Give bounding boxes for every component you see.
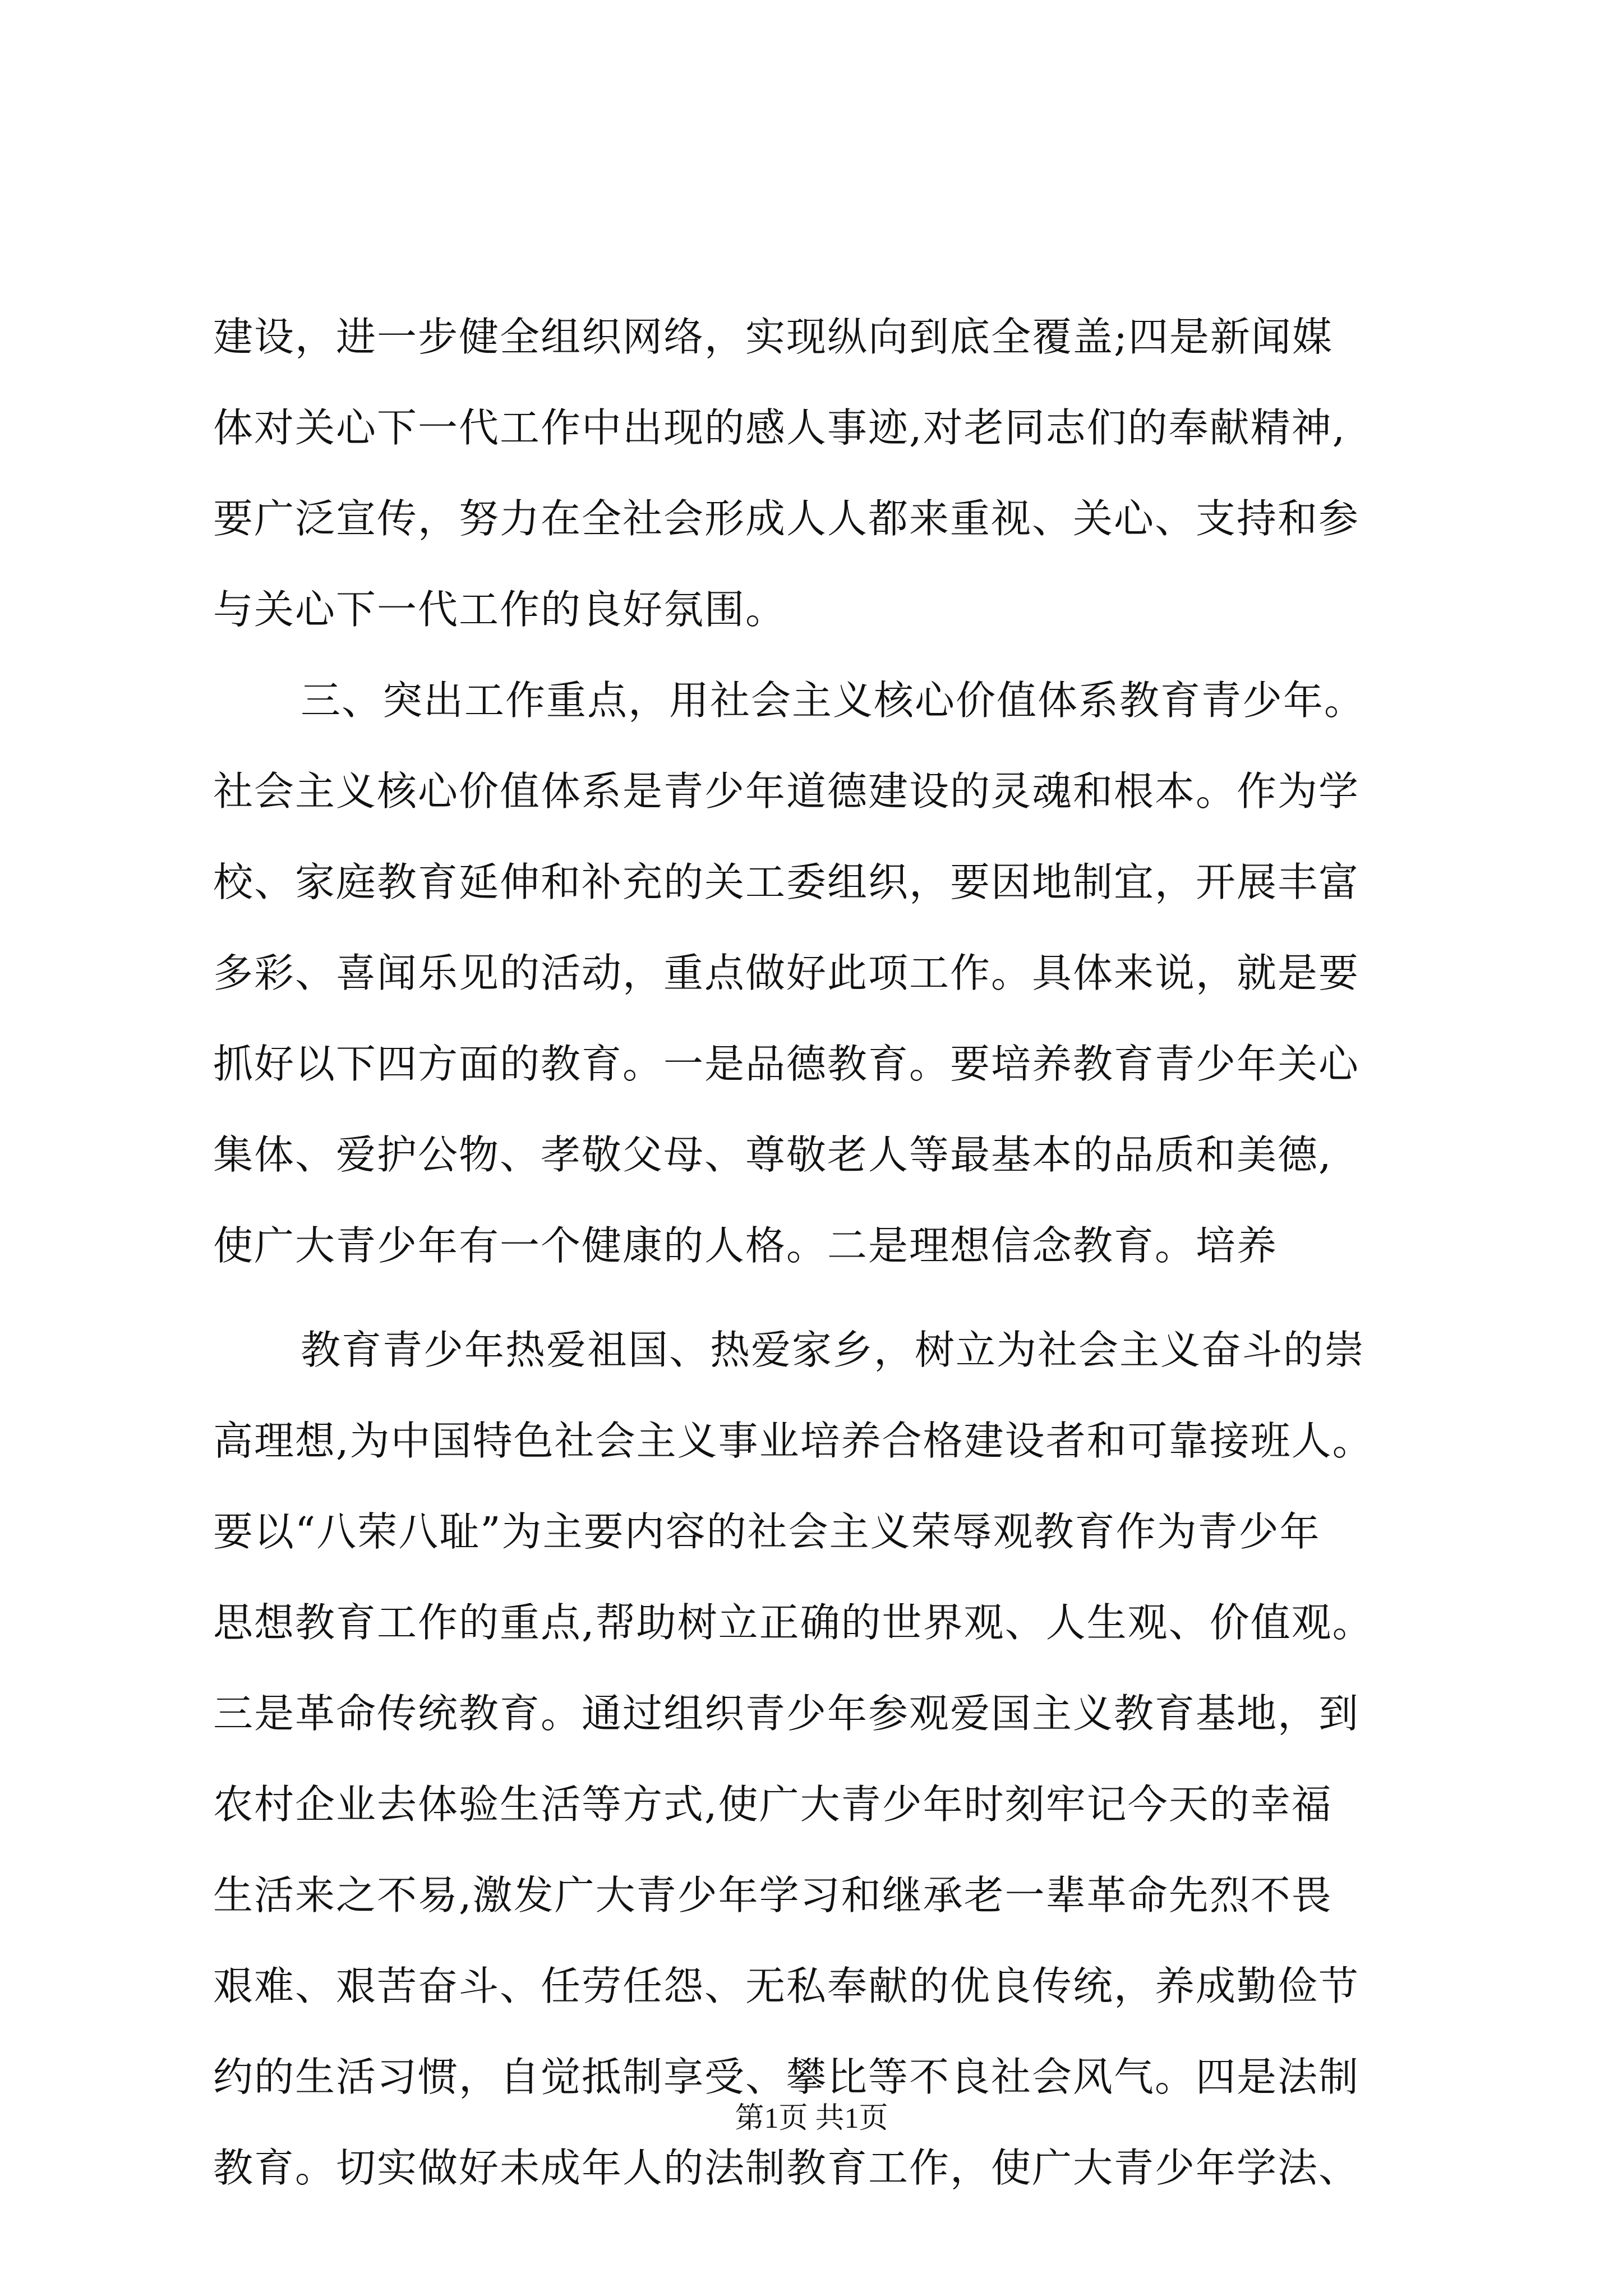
text-line: 与关心下一代工作的良好氛围。 (213, 586, 787, 633)
text-line: 艰难、艰苦奋斗、任劳任怨、无私奉献的优良传统，养成勤俭节 (213, 1963, 1360, 2009)
text-line: 体对关心下一代工作中出现的感人事迹,对老同志们的奉献精神, (213, 404, 1347, 451)
body-text (213, 292, 1441, 2214)
paragraph-start-line: 教育青少年热爱祖国、热爱家乡，树立为社会主义奋斗的崇 (301, 1327, 1366, 1373)
text-line: 社会主义核心价值体系是青少年道德建设的灵魂和根本。作为学 (213, 768, 1360, 815)
text-line: 三是革命传统教育。通过组织青少年参观爱国主义教育基地，到 (213, 1690, 1360, 1737)
paragraph-heading-line: 三、突出工作重点，用社会主义核心价值体系教育青少年。 (301, 677, 1366, 724)
text-line: 农村企业去体验生活等方式,使广大青少年时刻牢记今天的幸福 (213, 1781, 1332, 1828)
text-line: 集体、爱护公物、孝敬父母、尊敬老人等最基本的品质和美德, (213, 1131, 1332, 1178)
text-line: 要以“八荣八耻”为主要内容的社会主义荣辱观教育作为青少年 (213, 1508, 1321, 1555)
text-line: 建设，进一步健全组织网络，实现纵向到底全覆盖;四是新闻媒 (213, 314, 1333, 360)
text-line: 要广泛宣传，努力在全社会形成人人都来重视、关心、支持和参 (213, 495, 1360, 542)
text-line: 教育。切实做好未成年人的法制教育工作，使广大青少年学法、 (213, 2145, 1360, 2191)
text-line: 生活来之不易,激发广大青少年学习和继承老一辈革命先烈不畏 (213, 1872, 1332, 1918)
text-line: 抓好以下四方面的教育。一是品德教育。要培养教育青少年关心 (213, 1041, 1360, 1087)
text-line: 多彩、喜闻乐见的活动，重点做好此项工作。具体来说，就是要 (213, 950, 1360, 996)
text-line: 高理想,为中国特色社会主义事业培养合格建设者和可靠接班人。 (213, 1418, 1373, 1464)
text-line: 使广大青少年有一个健康的人格。二是理想信念教育。培养 (213, 1222, 1278, 1269)
page-footer: 第1页 共1页 (735, 2102, 888, 2134)
text-line: 校、家庭教育延伸和补充的关工委组织，要因地制宜，开展丰富 (213, 859, 1360, 905)
text-line: 思想教育工作的重点,帮助树立正确的世界观、人生观、价值观。 (213, 1599, 1373, 1646)
text-line: 约的生活习惯，自觉抵制享受、攀比等不良社会风气。四是法制 (213, 2054, 1360, 2100)
